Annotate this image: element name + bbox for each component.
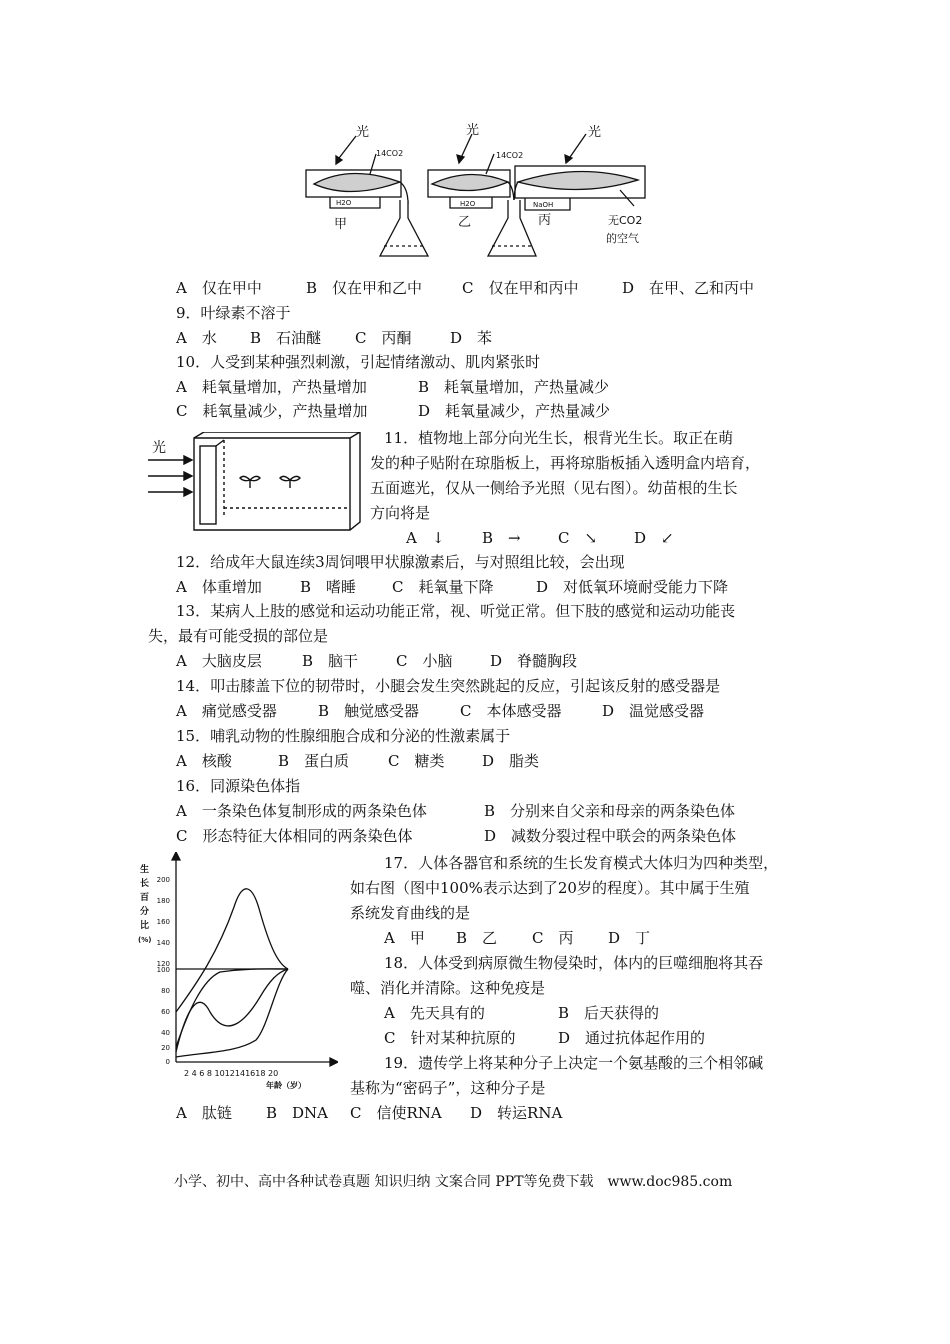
label-bing: 丙 xyxy=(538,213,552,228)
light-label-2: 光 xyxy=(466,123,480,138)
label-yi: 乙 xyxy=(458,215,472,230)
q15-option-c[interactable]: C 糖类 xyxy=(388,752,445,770)
q12-stem: 12．给成年大鼠连续3周饲喂甲状腺激素后，与对照组比较，会出现 xyxy=(176,553,625,571)
growth-curve-figure xyxy=(138,852,338,1094)
q11-option-c[interactable]: C ↘ xyxy=(558,529,598,547)
q15-option-a[interactable]: A 核酸 xyxy=(176,752,232,770)
q14-options xyxy=(176,701,704,721)
air-label: 的空气 xyxy=(606,232,639,245)
q12-option-b[interactable]: B 嗜睡 xyxy=(300,578,357,596)
q16-option-d[interactable]: D 减数分裂过程中联会的两条染色体 xyxy=(484,827,737,845)
q17-line-2: 如右图（图中100%表示达到了20岁的程度）。其中属于生殖 xyxy=(350,879,750,897)
q14-stem: 14．叩击膝盖下位的韧带时，小腿会发生突然跳起的反应，引起该反射的感受器是 xyxy=(176,677,721,695)
q17-option-a[interactable]: A 甲 xyxy=(384,929,425,947)
q15-stem: 15．哺乳动物的性腺细胞合成和分泌的性激素属于 xyxy=(176,727,511,745)
q9-stem: 9．叶绿素不溶于 xyxy=(176,304,291,322)
leaf-jia xyxy=(314,173,400,191)
q14-option-c[interactable]: C 本体感受器 xyxy=(460,702,562,720)
q17-option-b[interactable]: B 乙 xyxy=(456,929,498,947)
ylabel-char-3: 百 xyxy=(140,893,150,903)
ylabel-char-1: 生 xyxy=(140,865,150,875)
q15-option-b[interactable]: B 蛋白质 xyxy=(278,752,350,770)
q13-line-2: 失，最有可能受损的部位是 xyxy=(148,627,329,645)
q17-option-d[interactable]: D 丁 xyxy=(608,929,651,947)
flask-1 xyxy=(380,200,428,256)
q18-line-2: 噬、消化并清除。这种免疫是 xyxy=(350,979,546,997)
flask-2 xyxy=(488,200,536,256)
q14-option-a[interactable]: A 痛觉感受器 xyxy=(176,702,277,720)
q18-options-row2 xyxy=(384,1028,705,1048)
q16-options-row2 xyxy=(176,826,736,846)
q18-options-row1 xyxy=(384,1003,659,1023)
q16-option-a[interactable]: A 一条染色体复制形成的两条染色体 xyxy=(176,802,427,820)
q15-option-d[interactable]: D 脂类 xyxy=(482,752,540,770)
q8-option-a[interactable]: A 仅在甲中 xyxy=(176,279,262,297)
xlabel: 年龄（岁） xyxy=(266,1081,306,1090)
q11-option-d[interactable]: D ↙ xyxy=(634,529,674,547)
q10-option-b[interactable]: B 耗氧量增加，产热量减少 xyxy=(418,378,610,396)
q12-options xyxy=(176,577,728,597)
ytick-60: 60 xyxy=(161,1008,170,1016)
q11-line-3: 五面遮光，仅从一侧给予光照（见右图）。幼苗根的生长 xyxy=(370,479,738,497)
q14-option-b[interactable]: B 触觉感受器 xyxy=(318,702,420,720)
q9-options xyxy=(176,328,492,348)
leaf-bing xyxy=(518,171,638,189)
ytick-0: 0 xyxy=(165,1058,170,1066)
ytick-200: 200 xyxy=(156,876,170,884)
q19-option-a[interactable]: A 肽链 xyxy=(176,1104,232,1122)
ytick-100: 100 xyxy=(156,966,170,974)
q8-option-c[interactable]: C 仅在甲和丙中 xyxy=(462,279,579,297)
q19-line-1: 19．遗传学上将某种分子上决定一个氨基酸的三个相邻碱 xyxy=(384,1054,764,1072)
q9-option-d[interactable]: D 苯 xyxy=(450,329,493,347)
q8-option-b[interactable]: B 仅在甲和乙中 xyxy=(306,279,423,297)
q8-option-d[interactable]: D 在甲、乙和丙中 xyxy=(622,279,755,297)
ytick-80: 80 xyxy=(161,987,170,995)
q10-options-row2 xyxy=(176,401,610,421)
xtick-labels: 2 4 6 8 1012141618 20 xyxy=(184,1069,279,1078)
ytick-160: 160 xyxy=(156,918,170,926)
q18-line-1: 18．人体受到病原微生物侵染时，体内的巨噬细胞将其吞 xyxy=(384,954,764,972)
q19-option-c[interactable]: C 信使RNA xyxy=(350,1104,442,1122)
q17-option-c[interactable]: C 丙 xyxy=(532,929,574,947)
q13-options xyxy=(176,651,577,671)
h2o-label-jia: H2O xyxy=(336,199,352,207)
q9-option-a[interactable]: A 水 xyxy=(176,329,217,347)
q19-options xyxy=(176,1103,562,1123)
q19-line-2: 基称为“密码子”，这种分子是 xyxy=(350,1079,546,1097)
q10-stem: 10．人受到某种强烈刺激，引起情绪激动、肌肉紧张时 xyxy=(176,353,541,371)
q13-line-1: 13．某病人上肢的感觉和运动功能正常，视、听觉正常。但下肢的感觉和运动功能丧 xyxy=(176,602,736,620)
q18-option-d[interactable]: D 通过抗体起作用的 xyxy=(558,1029,706,1047)
q18-option-a[interactable]: A 先天具有的 xyxy=(384,1004,485,1022)
ytick-120: 120 xyxy=(156,960,170,968)
q9-option-c[interactable]: C 丙酮 xyxy=(355,329,412,347)
q17-options xyxy=(384,928,650,948)
q13-option-a[interactable]: A 大脑皮层 xyxy=(176,652,262,670)
co2-label-jia: 14CO2 xyxy=(376,149,404,158)
light-label: 光 xyxy=(152,440,166,456)
ytick-40: 40 xyxy=(161,1029,170,1037)
ytick-180: 180 xyxy=(156,897,170,905)
no-co2-label: 无CO2 xyxy=(608,214,643,227)
q12-option-d[interactable]: D 对低氧环境耐受能力下降 xyxy=(536,578,729,596)
q18-option-b[interactable]: B 后天获得的 xyxy=(558,1004,660,1022)
label-jia: 甲 xyxy=(334,217,348,232)
seedling-box-figure xyxy=(144,432,364,544)
co2-label-yi: 14CO2 xyxy=(496,151,524,160)
curve-reproductive xyxy=(176,969,288,1057)
h2o-label-yi: H2O xyxy=(460,200,476,208)
q19-option-b[interactable]: B DNA xyxy=(266,1104,329,1122)
q11-option-b[interactable]: B → xyxy=(482,529,521,547)
page-footer[interactable]: 小学、初中、高中各种试卷真题 知识归纳 文案合同 PPT等免费下载 www.doc985.com xyxy=(174,1174,733,1190)
q13-option-c[interactable]: C 小脑 xyxy=(396,652,453,670)
photosynthesis-figure xyxy=(300,118,660,276)
q8-options xyxy=(176,278,754,298)
q11-line-4: 方向将是 xyxy=(370,504,431,522)
ylabel-char-5: 比 xyxy=(140,921,150,931)
q10-option-a[interactable]: A 耗氧量增加，产热量增加 xyxy=(176,378,367,396)
q14-option-d[interactable]: D 温觉感受器 xyxy=(602,702,705,720)
q12-option-a[interactable]: A 体重增加 xyxy=(176,578,262,596)
q10-option-d[interactable]: D 耗氧量减少，产热量减少 xyxy=(418,402,611,420)
q17-line-3: 系统发育曲线的是 xyxy=(350,904,471,922)
naoh-label: NaOH xyxy=(533,201,554,209)
q15-options xyxy=(176,751,539,771)
q10-options-row1 xyxy=(176,377,609,397)
q18-option-c[interactable]: C 针对某种抗原的 xyxy=(384,1029,516,1047)
light-label-1: 光 xyxy=(356,125,370,140)
q16-stem: 16．同源染色体指 xyxy=(176,777,301,795)
curve-general xyxy=(176,969,288,1052)
q16-option-b[interactable]: B 分别来自父亲和母亲的两条染色体 xyxy=(484,802,736,820)
q13-option-d[interactable]: D 脊髓胸段 xyxy=(490,652,578,670)
q12-option-c[interactable]: C 耗氧量下降 xyxy=(392,578,494,596)
ylabel-char-6: (%) xyxy=(138,936,152,944)
q10-option-c[interactable]: C 耗氧量减少，产热量增加 xyxy=(176,402,368,420)
leaf-yi xyxy=(432,174,508,190)
q19-option-d[interactable]: D 转运RNA xyxy=(470,1104,563,1122)
q16-options-row1 xyxy=(176,801,735,821)
ytick-140: 140 xyxy=(156,939,170,947)
curve-lymphoid xyxy=(176,889,288,1012)
q17-line-1: 17．人体各器官和系统的生长发育模式大体归为四种类型， xyxy=(384,854,779,872)
ylabel-char-2: 长 xyxy=(140,879,150,889)
q11-options xyxy=(406,528,674,548)
q9-option-b[interactable]: B 石油醚 xyxy=(250,329,322,347)
ytick-20: 20 xyxy=(161,1044,170,1052)
q16-option-c[interactable]: C 形态特征大体相同的两条染色体 xyxy=(176,827,413,845)
q11-option-a[interactable]: A ↓ xyxy=(406,529,445,547)
q11-line-2: 发的种子贴附在琼脂板上，再将琼脂板插入透明盒内培育， xyxy=(370,454,761,472)
q13-option-b[interactable]: B 脑干 xyxy=(302,652,359,670)
light-label-3: 光 xyxy=(588,125,602,140)
q11-line-1: 11．植物地上部分向光生长，根背光生长。取正在萌 xyxy=(384,429,734,447)
ylabel-char-4: 分 xyxy=(140,907,150,917)
